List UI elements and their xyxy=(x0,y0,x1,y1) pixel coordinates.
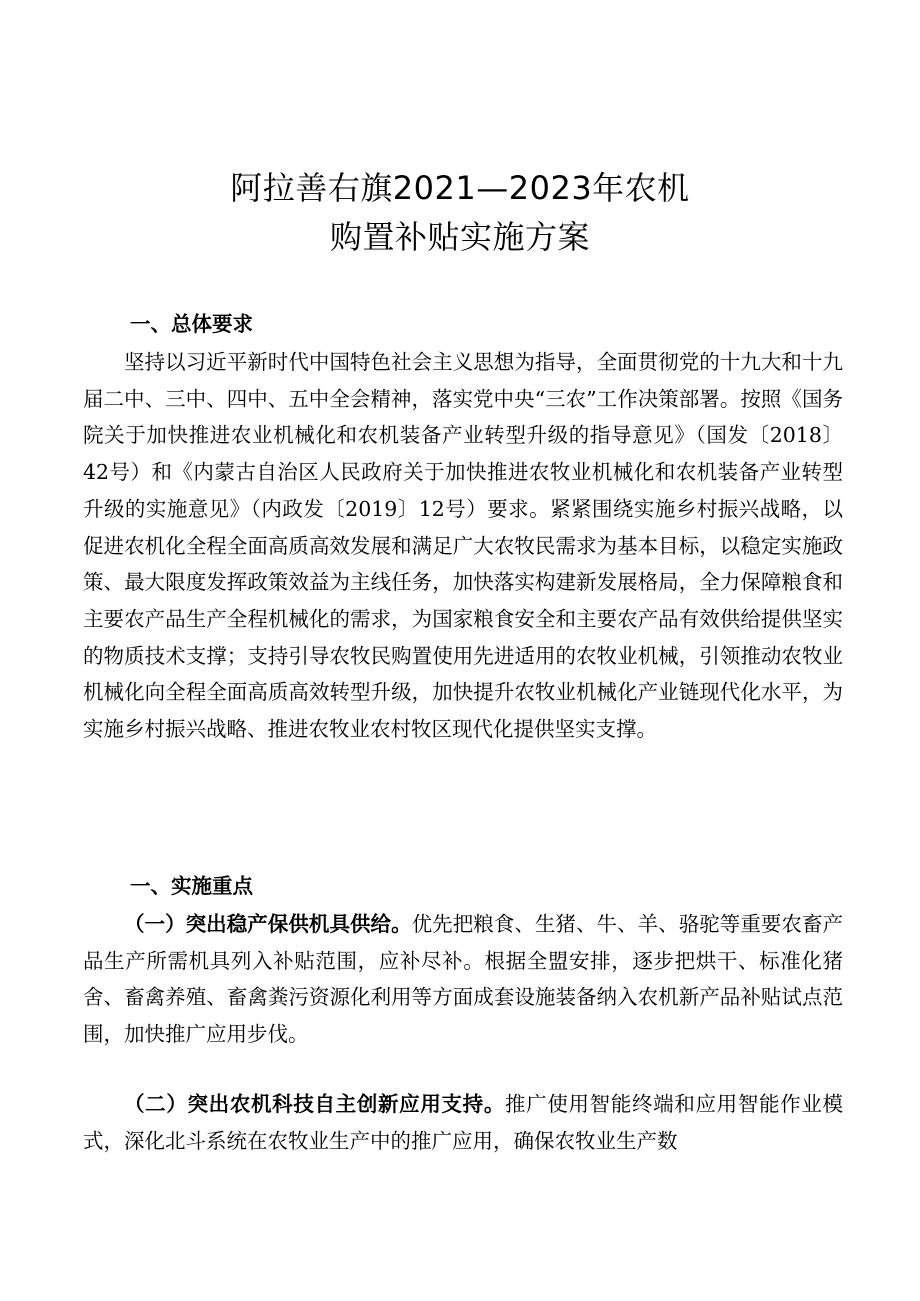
focus-item-2-text: 推广使用智能终端和应用智能作业模式，深化北斗系统在农牧业生产中的推广应用，确保农牧业生产数 xyxy=(83,1092,843,1153)
focus-item-2-lead: （二）突出农机科技自主创新应用支持。 xyxy=(124,1092,505,1116)
focus-item-1-lead: （一）突出稳产保供机具供给。 xyxy=(124,912,412,936)
section-paragraph-overall-requirements: 坚持以习近平新时代中国特色社会主义思想为指导，全面贯彻党的十九大和十九届二中、三中、四中、五中全会精神，落实党中央“三农”工作决策部署。按照《国务院关于加快推进农业机械化和农机装备产业转型升级的指导意见》（国发〔2018〕42号）和《内蒙古自治区人民政府关于加快推进农牧业机械化和农机装备产业转型升级的实施意见》（内政发〔2019〕12号）要求。紧紧围绕实施乡村振兴战略，以促进农机化全程全面高质高效发展和满足广大农牧民需求为基本目标，以稳定实施政策、最大限度发挥政策效益为主线任务，加快落实构建新发展格局，全力保障粮食和主要农产品生产全程机械化的需求，为国家粮食安全和主要农产品有效供给提供坚实的物质技术支撑；支持引导农牧民购置使用先进适用的农牧业机械，引领推动农牧业机械化向全程全面高质高效转型升级，加快提升农牧业机械化产业链现代化水平，为实施乡村振兴战略、推进农牧业农村牧区现代化提供坚实支撑。 xyxy=(83,350,843,742)
section-heading-overall-requirements: 一、总体要求 xyxy=(130,312,253,336)
document-title-line-2: 购置补贴实施方案 xyxy=(329,218,590,256)
document-title-line-1: 阿拉善右旗2021—2023年农机 xyxy=(230,169,690,207)
section-heading-implementation-focus: 一、实施重点 xyxy=(130,874,253,898)
focus-item-2 xyxy=(83,1086,843,1159)
focus-item-1 xyxy=(83,906,843,1053)
focus-item-1-text: 优先把粮食、生猪、牛、羊、骆驼等重要农畜产品生产所需机具列入补贴范围，应补尽补。根据全盟安排，逐步把烘干、标准化猪舍、畜禽养殖、畜禽粪污资源化利用等方面成套设施装备纳入农机新产品补贴试点范围，加快推广应用步伐。 xyxy=(83,912,844,1047)
